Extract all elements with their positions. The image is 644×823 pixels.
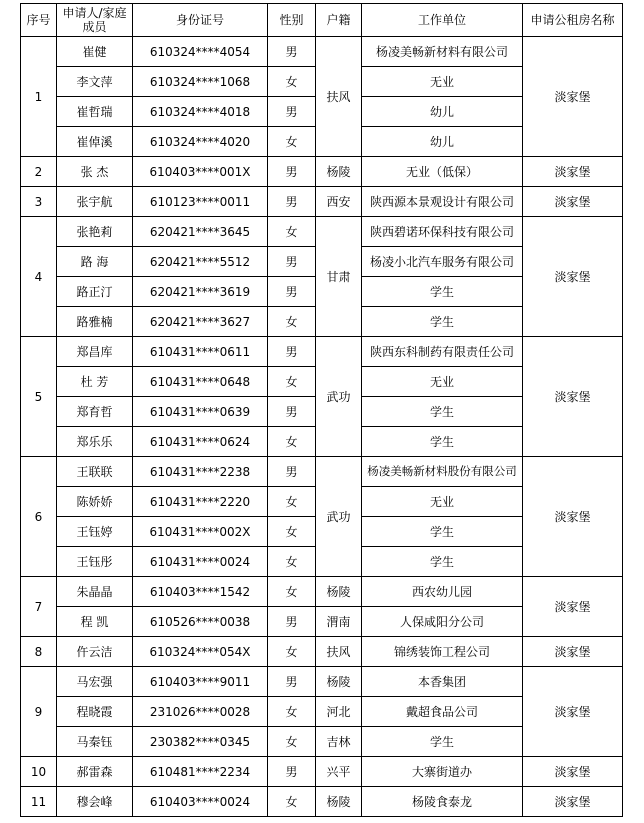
hukou-cell: 杨陵 — [316, 787, 362, 817]
work-cell: 陕西源本景观设计有限公司 — [362, 187, 523, 217]
gender-cell: 男 — [268, 97, 316, 127]
id-cell: 610403****0024 — [133, 787, 268, 817]
work-cell: 无业 — [362, 367, 523, 397]
work-cell: 幼儿 — [362, 97, 523, 127]
header-gender: 性别 — [268, 4, 316, 37]
hukou-cell: 西安 — [316, 187, 362, 217]
name-cell: 崔倬溪 — [57, 127, 133, 157]
table-row — [21, 337, 623, 367]
name-cell: 郑育哲 — [57, 397, 133, 427]
id-cell: 231026****0028 — [133, 697, 268, 727]
id-cell: 610431****0611 — [133, 337, 268, 367]
table-row — [21, 757, 623, 787]
work-cell: 杨凌美畅新材料股份有限公司 — [362, 457, 523, 487]
work-cell: 人保咸阳分公司 — [362, 607, 523, 637]
gender-cell: 女 — [268, 487, 316, 517]
name-cell: 朱晶晶 — [57, 577, 133, 607]
name-cell: 穆会峰 — [57, 787, 133, 817]
seq-cell: 9 — [21, 667, 57, 757]
work-cell: 学生 — [362, 727, 523, 757]
gender-cell: 女 — [268, 307, 316, 337]
table-row — [21, 457, 623, 487]
gender-cell: 男 — [268, 607, 316, 637]
header-hukou: 户籍 — [316, 4, 362, 37]
name-cell: 崔健 — [57, 37, 133, 67]
seq-cell: 5 — [21, 337, 57, 457]
work-cell: 西农幼儿园 — [362, 577, 523, 607]
housing-cell: 淡家堡 — [523, 637, 623, 667]
gender-cell: 女 — [268, 517, 316, 547]
name-cell: 张艳莉 — [57, 217, 133, 247]
header-applicant: 申请人/家庭成员 — [57, 4, 133, 37]
work-cell: 陕西东科制药有限责任公司 — [362, 337, 523, 367]
id-cell: 610431****2238 — [133, 457, 268, 487]
table-row — [21, 787, 623, 817]
name-cell: 王钰婷 — [57, 517, 133, 547]
hukou-cell: 武功 — [316, 337, 362, 457]
housing-cell: 淡家堡 — [523, 757, 623, 787]
name-cell: 杜 芳 — [57, 367, 133, 397]
id-cell: 610403****9011 — [133, 667, 268, 697]
work-cell: 大寨街道办 — [362, 757, 523, 787]
hukou-cell: 河北 — [316, 697, 362, 727]
name-cell: 郑昌库 — [57, 337, 133, 367]
gender-cell: 女 — [268, 637, 316, 667]
id-cell: 610324****4054 — [133, 37, 268, 67]
seq-cell: 11 — [21, 787, 57, 817]
hukou-cell: 杨陵 — [316, 157, 362, 187]
work-cell: 锦绣装饰工程公司 — [362, 637, 523, 667]
gender-cell: 女 — [268, 217, 316, 247]
id-cell: 620421****3627 — [133, 307, 268, 337]
work-cell: 无业（低保） — [362, 157, 523, 187]
name-cell: 张宇航 — [57, 187, 133, 217]
gender-cell: 女 — [268, 787, 316, 817]
gender-cell: 男 — [268, 757, 316, 787]
hukou-cell: 武功 — [316, 457, 362, 577]
hukou-cell: 甘肃 — [316, 217, 362, 337]
gender-cell: 女 — [268, 697, 316, 727]
id-cell: 610431****002X — [133, 517, 268, 547]
id-cell: 610431****0024 — [133, 547, 268, 577]
table-row — [21, 577, 623, 607]
header-seq: 序号 — [21, 4, 57, 37]
seq-cell: 1 — [21, 37, 57, 157]
housing-cell: 淡家堡 — [523, 157, 623, 187]
housing-application-table — [20, 3, 623, 817]
id-cell: 620421****5512 — [133, 247, 268, 277]
gender-cell: 男 — [268, 457, 316, 487]
hukou-cell: 杨陵 — [316, 667, 362, 697]
gender-cell: 男 — [268, 667, 316, 697]
name-cell: 陈娇娇 — [57, 487, 133, 517]
table-row — [21, 217, 623, 247]
name-cell: 张 杰 — [57, 157, 133, 187]
work-cell: 学生 — [362, 427, 523, 457]
header-id: 身份证号 — [133, 4, 268, 37]
id-cell: 610403****001X — [133, 157, 268, 187]
gender-cell: 男 — [268, 37, 316, 67]
gender-cell: 女 — [268, 127, 316, 157]
id-cell: 610324****054X — [133, 637, 268, 667]
seq-cell: 10 — [21, 757, 57, 787]
id-cell: 610431****0639 — [133, 397, 268, 427]
id-cell: 610526****0038 — [133, 607, 268, 637]
name-cell: 王联联 — [57, 457, 133, 487]
id-cell: 620421****3619 — [133, 277, 268, 307]
header-work: 工作单位 — [362, 4, 523, 37]
id-cell: 230382****0345 — [133, 727, 268, 757]
work-cell: 杨陵食泰龙 — [362, 787, 523, 817]
hukou-cell: 杨陵 — [316, 577, 362, 607]
housing-cell: 淡家堡 — [523, 787, 623, 817]
gender-cell: 女 — [268, 67, 316, 97]
table-row — [21, 187, 623, 217]
seq-cell: 6 — [21, 457, 57, 577]
name-cell: 程 凯 — [57, 607, 133, 637]
seq-cell: 7 — [21, 577, 57, 637]
id-cell: 610431****2220 — [133, 487, 268, 517]
work-cell: 戴超食品公司 — [362, 697, 523, 727]
name-cell: 郝雷森 — [57, 757, 133, 787]
work-cell: 学生 — [362, 547, 523, 577]
table-row — [21, 667, 623, 697]
work-cell: 幼儿 — [362, 127, 523, 157]
hukou-cell: 吉林 — [316, 727, 362, 757]
housing-cell: 淡家堡 — [523, 37, 623, 157]
id-cell: 610481****2234 — [133, 757, 268, 787]
table-row — [21, 637, 623, 667]
name-cell: 路雅楠 — [57, 307, 133, 337]
name-cell: 马秦钰 — [57, 727, 133, 757]
gender-cell: 男 — [268, 337, 316, 367]
hukou-cell: 渭南 — [316, 607, 362, 637]
gender-cell: 女 — [268, 727, 316, 757]
housing-cell: 淡家堡 — [523, 217, 623, 337]
seq-cell: 8 — [21, 637, 57, 667]
gender-cell: 男 — [268, 277, 316, 307]
header-housing: 申请公租房名称 — [523, 4, 623, 37]
name-cell: 郑乐乐 — [57, 427, 133, 457]
name-cell: 程晓霞 — [57, 697, 133, 727]
id-cell: 610324****4018 — [133, 97, 268, 127]
work-cell: 学生 — [362, 397, 523, 427]
work-cell: 学生 — [362, 307, 523, 337]
table-row — [21, 157, 623, 187]
id-cell: 610431****0648 — [133, 367, 268, 397]
hukou-cell: 扶风 — [316, 637, 362, 667]
name-cell: 路 海 — [57, 247, 133, 277]
id-cell: 610403****1542 — [133, 577, 268, 607]
housing-cell: 淡家堡 — [523, 577, 623, 637]
gender-cell: 男 — [268, 157, 316, 187]
gender-cell: 男 — [268, 247, 316, 277]
gender-cell: 女 — [268, 427, 316, 457]
work-cell: 无业 — [362, 487, 523, 517]
housing-cell: 淡家堡 — [523, 337, 623, 457]
work-cell: 杨凌美畅新材料有限公司 — [362, 37, 523, 67]
name-cell: 马宏强 — [57, 667, 133, 697]
work-cell: 杨凌小北汽车服务有限公司 — [362, 247, 523, 277]
gender-cell: 女 — [268, 547, 316, 577]
id-cell: 610123****0011 — [133, 187, 268, 217]
housing-cell: 淡家堡 — [523, 667, 623, 757]
id-cell: 610324****1068 — [133, 67, 268, 97]
work-cell: 学生 — [362, 517, 523, 547]
id-cell: 620421****3645 — [133, 217, 268, 247]
work-cell: 本香集团 — [362, 667, 523, 697]
seq-cell: 4 — [21, 217, 57, 337]
gender-cell: 男 — [268, 397, 316, 427]
name-cell: 崔哲瑞 — [57, 97, 133, 127]
work-cell: 学生 — [362, 277, 523, 307]
work-cell: 无业 — [362, 67, 523, 97]
housing-cell: 淡家堡 — [523, 187, 623, 217]
header-row — [21, 4, 623, 37]
seq-cell: 2 — [21, 157, 57, 187]
gender-cell: 女 — [268, 367, 316, 397]
name-cell: 王钰彤 — [57, 547, 133, 577]
hukou-cell: 兴平 — [316, 757, 362, 787]
id-cell: 610324****4020 — [133, 127, 268, 157]
table-row — [21, 37, 623, 67]
id-cell: 610431****0624 — [133, 427, 268, 457]
work-cell: 陕西碧诺环保科技有限公司 — [362, 217, 523, 247]
gender-cell: 女 — [268, 577, 316, 607]
housing-cell: 淡家堡 — [523, 457, 623, 577]
name-cell: 李文萍 — [57, 67, 133, 97]
name-cell: 路正汀 — [57, 277, 133, 307]
name-cell: 仵云洁 — [57, 637, 133, 667]
seq-cell: 3 — [21, 187, 57, 217]
gender-cell: 男 — [268, 187, 316, 217]
hukou-cell: 扶风 — [316, 37, 362, 157]
